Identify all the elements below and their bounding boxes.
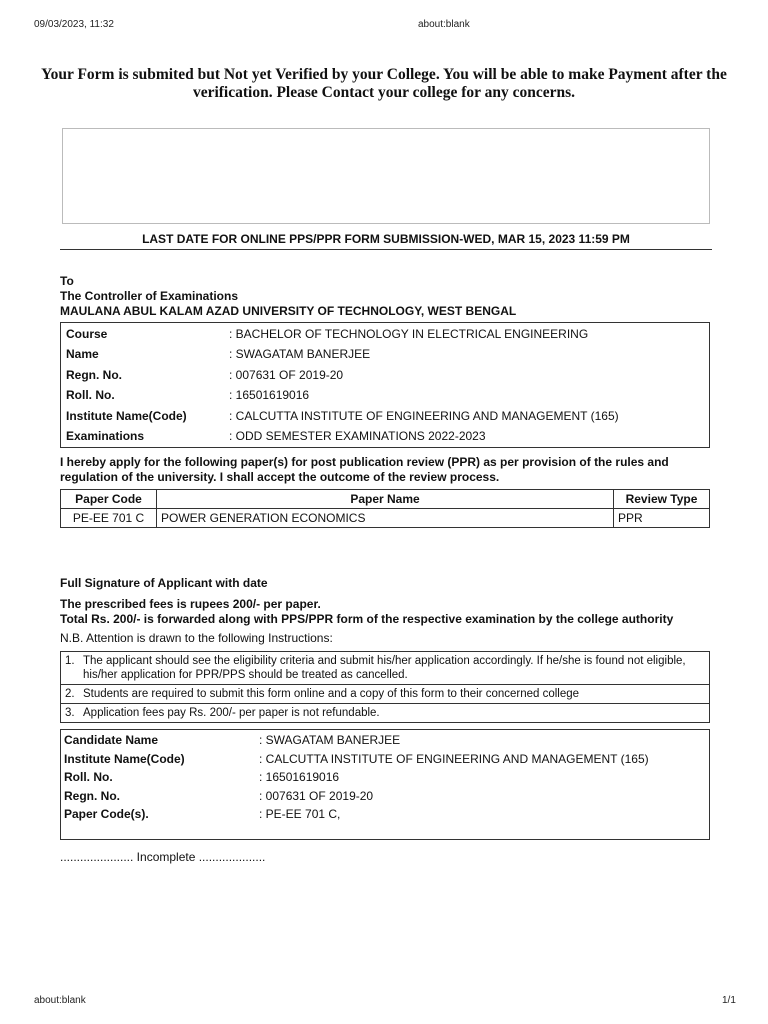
candidate-value: : PE-EE 701 C, <box>259 807 341 821</box>
paper-code-cell: PE-EE 701 C <box>61 509 157 528</box>
instruction-number: 1. <box>65 655 75 667</box>
print-footer-url: about:blank <box>34 995 86 1006</box>
column-header: Paper Code <box>61 490 157 509</box>
candidate-label: Institute Name(Code) <box>64 752 185 766</box>
info-label: Name <box>66 347 99 361</box>
divider <box>60 249 712 250</box>
info-row-roll <box>61 388 709 408</box>
candidate-value: : 007631 OF 2019-20 <box>259 789 374 803</box>
candidate-value: : SWAGATAM BANERJEE <box>259 733 401 747</box>
incomplete-status: ...................... Incomplete .................... <box>60 850 266 864</box>
info-label: Regn. No. <box>66 368 122 382</box>
info-row-name <box>61 347 709 367</box>
print-title: about:blank <box>418 19 470 30</box>
instruction-number: 3. <box>65 707 75 719</box>
info-row-institute <box>61 409 709 429</box>
candidate-value: : 16501619016 <box>259 770 340 784</box>
candidate-label: Paper Code(s). <box>64 807 149 821</box>
info-row-course <box>61 327 709 347</box>
column-header: Paper Name <box>157 490 614 509</box>
info-value: : CALCUTTA INSTITUTE OF ENGINEERING AND MANAGEMENT (165) <box>229 409 619 423</box>
info-row-examinations <box>61 429 709 449</box>
info-value: : BACHELOR OF TECHNOLOGY IN ELECTRICAL ENGINEERING <box>229 327 589 341</box>
student-info-box <box>60 322 710 448</box>
last-date-banner: LAST DATE FOR ONLINE PPS/PPR FORM SUBMISSION-WED, MAR 15, 2023 11:59 PM <box>142 232 630 246</box>
info-value: : 007631 OF 2019-20 <box>229 368 344 382</box>
candidate-label: Candidate Name <box>64 733 159 747</box>
info-label: Examinations <box>66 429 145 443</box>
info-label: Institute Name(Code) <box>66 409 187 423</box>
papers-table <box>60 489 710 528</box>
info-value: : SWAGATAM BANERJEE <box>229 347 371 361</box>
print-datetime: 09/03/2023, 11:32 <box>34 19 114 30</box>
instructions-box <box>60 651 710 723</box>
blank-frame <box>62 128 710 224</box>
print-footer-page: 1/1 <box>722 995 736 1006</box>
paper-name-cell: POWER GENERATION ECONOMICS <box>157 509 614 528</box>
signature-label: Full Signature of Applicant with date <box>60 576 268 590</box>
info-value: : 16501619016 <box>229 388 310 402</box>
address-university: MAULANA ABUL KALAM AZAD UNIVERSITY OF TECHNOLOGY, WEST BENGAL <box>60 304 517 318</box>
column-header: Review Type <box>614 490 710 509</box>
table-header-row <box>61 490 710 509</box>
candidate-label: Roll. No. <box>64 770 113 784</box>
fees-line-1: The prescribed fees is rupees 200/- per paper. <box>60 597 321 611</box>
address-block <box>60 274 516 319</box>
review-type-cell: PPR <box>614 509 710 528</box>
info-label: Roll. No. <box>66 388 115 402</box>
instruction-item <box>61 685 709 704</box>
candidate-summary-box <box>60 729 710 840</box>
instruction-number: 2. <box>65 688 75 700</box>
fees-line-2: Total Rs. 200/- is forwarded along with PPS/PPR form of the respective examination by the college authority <box>60 612 674 626</box>
address-controller: The Controller of Examinations <box>60 289 239 303</box>
instruction-text: Students are required to submit this form online and a copy of this form to their concerned college <box>83 688 580 700</box>
table-row <box>61 509 710 528</box>
info-row-regn <box>61 368 709 388</box>
info-value: : ODD SEMESTER EXAMINATIONS 2022-2023 <box>229 429 486 443</box>
address-to: To <box>60 274 74 288</box>
instruction-item <box>61 652 709 685</box>
verification-notice: Your Form is submited but Not yet Verified by your College. You will be able to make Payment after the verification. Please Contact your college for any concerns. <box>41 66 727 101</box>
instruction-item <box>61 704 709 722</box>
candidate-value: : CALCUTTA INSTITUTE OF ENGINEERING AND MANAGEMENT (165) <box>259 752 649 766</box>
nb-attention: N.B. Attention is drawn to the following Instructions: <box>60 631 333 645</box>
instruction-text: The applicant should see the eligibility criteria and submit his/her application accordingly. If he/she is found not eligible, his/her application for PPR/PPS should be treated as cancelled. <box>83 655 686 681</box>
candidate-label: Regn. No. <box>64 789 120 803</box>
instruction-text: Application fees pay Rs. 200/- per paper is not refundable. <box>83 707 380 719</box>
info-label: Course <box>66 327 108 341</box>
declaration-text: I hereby apply for the following paper(s) for post publication review (PPR) as per provision of the rules and regulation of the university. I shall accept the outcome of the review process. <box>60 455 669 484</box>
